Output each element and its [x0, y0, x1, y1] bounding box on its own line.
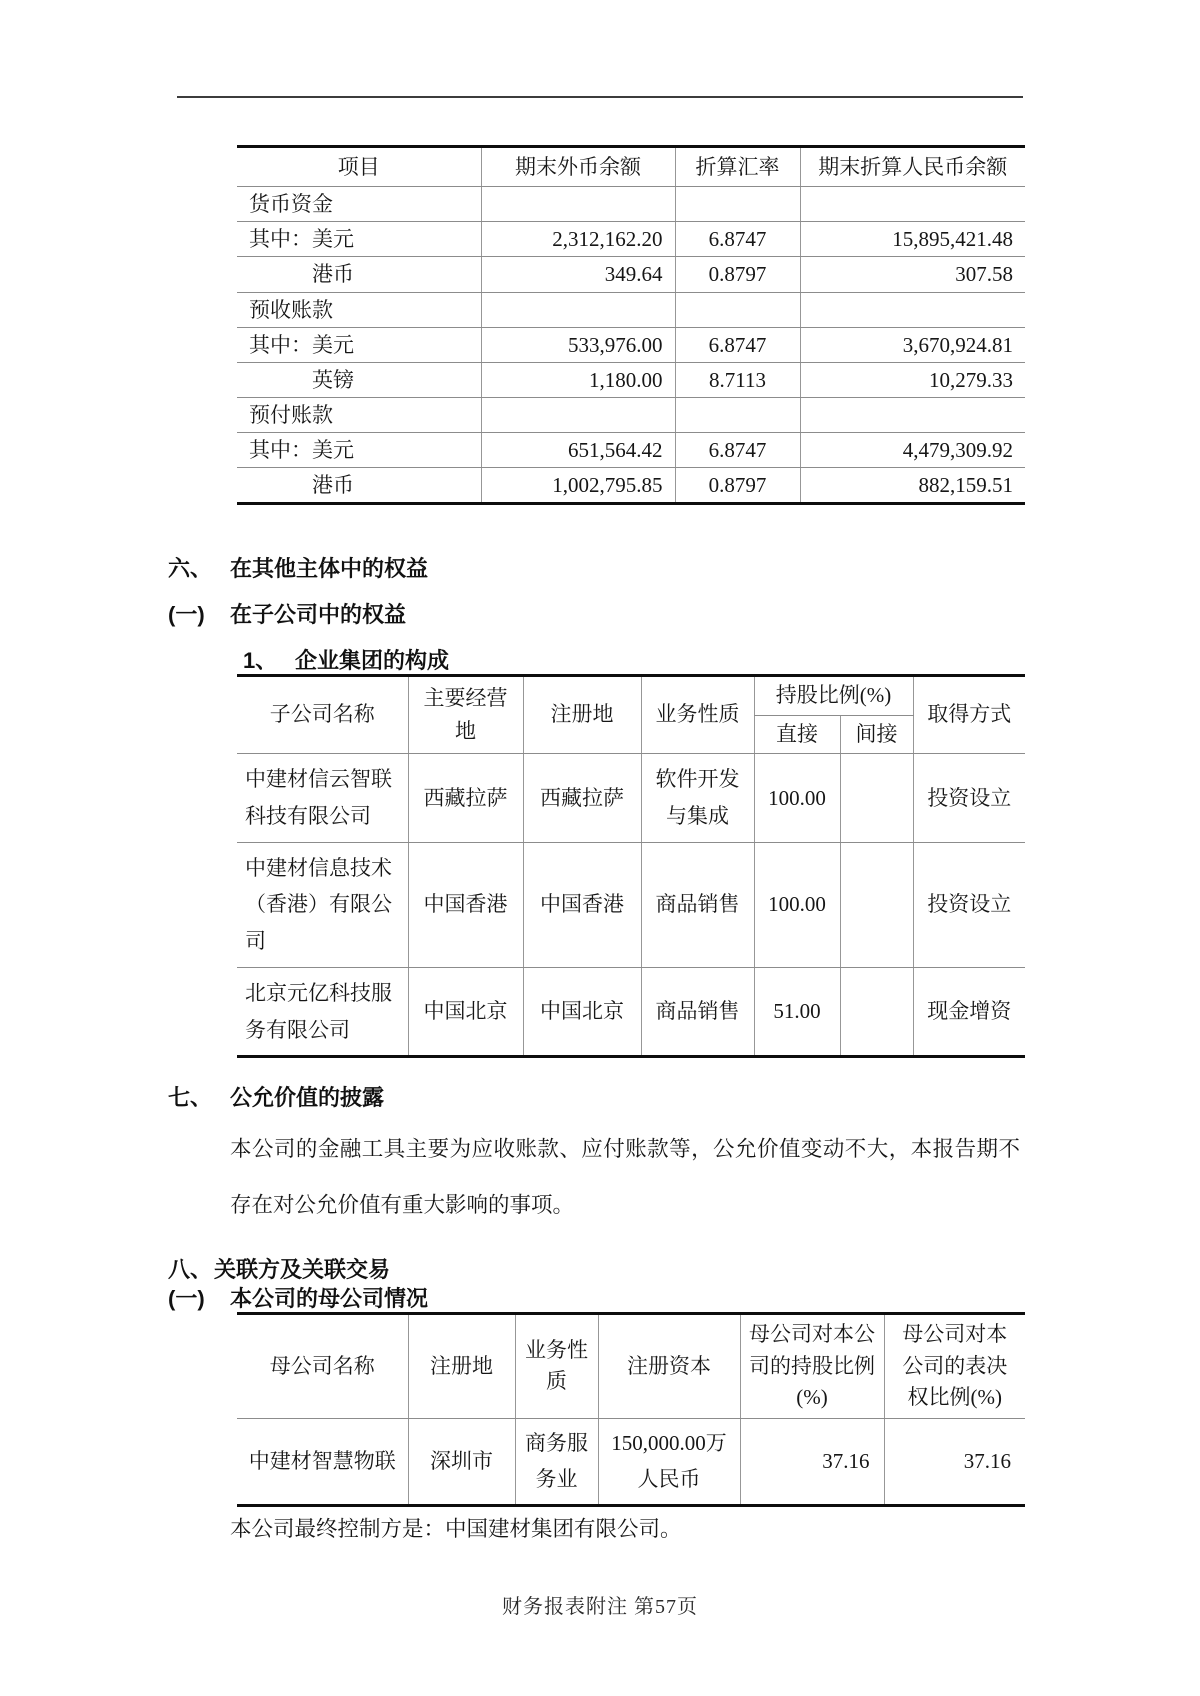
- section-number: 八、: [168, 1257, 213, 1282]
- parent-name-cell: 中建材智慧物联: [248, 1448, 396, 1473]
- rmb-cell: [800, 397, 1025, 432]
- table-header-row: [237, 147, 1025, 187]
- balance-cell: 349.64: [481, 257, 675, 292]
- rate-cell: 8.7113: [675, 362, 800, 397]
- col-header-share-ratio: 持股比例(%): [754, 676, 913, 716]
- table-row: [237, 754, 1025, 843]
- method-cell: 投资设立: [913, 842, 1025, 967]
- table-row: [237, 327, 1025, 362]
- section-heading-eight: [168, 1253, 390, 1284]
- col-header-indirect: 间接: [840, 715, 913, 754]
- section-number: 七、: [168, 1085, 213, 1110]
- balance-cell: 533,976.00: [481, 327, 675, 362]
- method-cell: 投资设立: [913, 754, 1025, 843]
- col-header-share-ratio: 母公司对本公司的持股比例(%): [740, 1314, 884, 1419]
- voting-ratio-cell: 37.16: [884, 1418, 1025, 1506]
- rmb-cell: 4,479,309.92: [800, 433, 1025, 468]
- col-header-method: 取得方式: [913, 676, 1025, 754]
- page-footer: 财务报表附注 第57页: [502, 1596, 698, 1618]
- col-header-direct: 直接: [754, 715, 840, 754]
- direct-cell: 51.00: [754, 967, 840, 1057]
- section-title: 在其他主体中的权益: [230, 556, 429, 581]
- rmb-cell: 10,279.33: [800, 362, 1025, 397]
- rate-cell: [675, 187, 800, 222]
- rmb-cell: 3,670,924.81: [800, 327, 1025, 362]
- table-header-row: [237, 676, 1025, 716]
- col-header-business: 业务性质: [515, 1314, 598, 1419]
- item-cell: 港币: [237, 257, 481, 292]
- method-cell: 现金增资: [913, 967, 1025, 1057]
- col-header-main-place: 主要经营地: [408, 676, 523, 754]
- item-cell: 其中：美元: [237, 327, 481, 362]
- rmb-cell: [800, 187, 1025, 222]
- ultimate-controller-note: 本公司最终控制方是：中国建材集团有限公司。: [230, 1517, 682, 1541]
- table-row: [237, 967, 1025, 1057]
- table-row: [237, 842, 1025, 967]
- reg-place-cell: 深圳市: [408, 1418, 515, 1506]
- item-cell: 预收账款: [237, 292, 481, 327]
- reg-place-cell: 中国北京: [523, 967, 641, 1057]
- rate-cell: 6.8747: [675, 222, 800, 257]
- rate-cell: [675, 397, 800, 432]
- indirect-cell: [840, 754, 913, 843]
- col-header-subsidiary-name: 子公司名称: [237, 676, 408, 754]
- rmb-cell: 307.58: [800, 257, 1025, 292]
- rate-cell: 0.8797: [675, 257, 800, 292]
- col-header-item: 项目: [237, 147, 481, 187]
- rate-cell: 6.8747: [675, 327, 800, 362]
- balance-cell: 2,312,162.20: [481, 222, 675, 257]
- parent-company-table: [237, 1312, 1025, 1507]
- section-title: 本公司的母公司情况: [230, 1286, 429, 1311]
- item-cell: 英镑: [237, 362, 481, 397]
- section-heading-six-sub: [168, 598, 406, 629]
- rate-cell: [675, 292, 800, 327]
- section-title: 公允价值的披露: [230, 1085, 385, 1110]
- balance-cell: [481, 292, 675, 327]
- balance-cell: [481, 187, 675, 222]
- page-header-rule: [177, 96, 1023, 98]
- section-heading-group-composition: [243, 644, 449, 675]
- currency-translation-table: [237, 145, 1025, 505]
- table-header-row: [237, 1314, 1025, 1419]
- section-number: (一): [168, 602, 205, 627]
- item-cell: 其中：美元: [237, 222, 481, 257]
- table-row: [237, 433, 1025, 468]
- balance-cell: 1,002,795.85: [481, 468, 675, 504]
- direct-cell: 100.00: [754, 842, 840, 967]
- col-header-capital: 注册资本: [598, 1314, 740, 1419]
- col-header-foreign-balance: 期末外币余额: [481, 147, 675, 187]
- section-title: 关联方及关联交易: [214, 1257, 391, 1282]
- table-row: [237, 362, 1025, 397]
- item-cell: 其中：美元: [237, 433, 481, 468]
- capital-cell: 150,000.00万人民币: [598, 1418, 740, 1506]
- table-row: [237, 257, 1025, 292]
- col-header-reg-place: 注册地: [523, 676, 641, 754]
- business-cell: 商品销售: [641, 842, 754, 967]
- rate-cell: 6.8747: [675, 433, 800, 468]
- section-number: 六、: [168, 556, 213, 581]
- col-header-reg-place: 注册地: [408, 1314, 515, 1419]
- main-place-cell: 中国北京: [408, 967, 523, 1057]
- rmb-cell: [800, 292, 1025, 327]
- col-header-business: 业务性质: [641, 676, 754, 754]
- indirect-cell: [840, 967, 913, 1057]
- subsidiary-name-cell: 北京元亿科技服务有限公司: [245, 980, 392, 1042]
- indirect-cell: [840, 842, 913, 967]
- rmb-cell: 15,895,421.48: [800, 222, 1025, 257]
- section-title: 在子公司中的权益: [230, 602, 407, 627]
- section-number: 1、: [243, 648, 278, 673]
- table-row: [237, 222, 1025, 257]
- table-row: [237, 187, 1025, 222]
- share-ratio-cell: 37.16: [740, 1418, 884, 1506]
- balance-cell: 1,180.00: [481, 362, 675, 397]
- col-header-rmb-balance: 期末折算人民币余额: [800, 147, 1025, 187]
- col-header-exchange-rate: 折算汇率: [675, 147, 800, 187]
- item-cell: 港币: [312, 473, 354, 498]
- table-row: [237, 397, 1025, 432]
- section-number: (一): [168, 1286, 205, 1311]
- rmb-cell: 882,159.51: [800, 468, 1025, 504]
- col-header-parent-name: 母公司名称: [237, 1314, 408, 1419]
- balance-cell: 651,564.42: [481, 433, 675, 468]
- business-cell: 商品销售: [641, 967, 754, 1057]
- col-header-voting-ratio: 母公司对本公司的表决权比例(%): [884, 1314, 1025, 1419]
- section-heading-six: [168, 552, 428, 583]
- balance-cell: [481, 397, 675, 432]
- section-heading-seven: [168, 1081, 384, 1112]
- business-cell: 商务服务业: [515, 1418, 598, 1506]
- subsidiary-name-cell: 中建材信息技术（香港）有限公司: [237, 842, 408, 967]
- table-row: [237, 1418, 1025, 1506]
- business-cell: 软件开发与集成: [641, 754, 754, 843]
- rate-cell: 0.8797: [675, 468, 800, 504]
- subsidiaries-table: [237, 674, 1025, 1058]
- reg-place-cell: 西藏拉萨: [523, 754, 641, 843]
- table-row: [237, 468, 1025, 504]
- section-heading-eight-sub: [168, 1282, 428, 1313]
- table-row: [237, 292, 1025, 327]
- item-cell: 预付账款: [237, 397, 481, 432]
- reg-place-cell: 中国香港: [523, 842, 641, 967]
- main-place-cell: 中国香港: [408, 842, 523, 967]
- item-cell: 货币资金: [237, 187, 481, 222]
- main-place-cell: 西藏拉萨: [408, 754, 523, 843]
- section-title: 企业集团的构成: [295, 648, 450, 673]
- fair-value-paragraph: 本公司的金融工具主要为应收账款、应付账款等，公允价值变动不大，本报告期不存在对公允价值有重大影响的事项。: [230, 1137, 1020, 1217]
- subsidiary-name-cell: 中建材信云智联科技有限公司: [237, 754, 408, 843]
- direct-cell: 100.00: [754, 754, 840, 843]
